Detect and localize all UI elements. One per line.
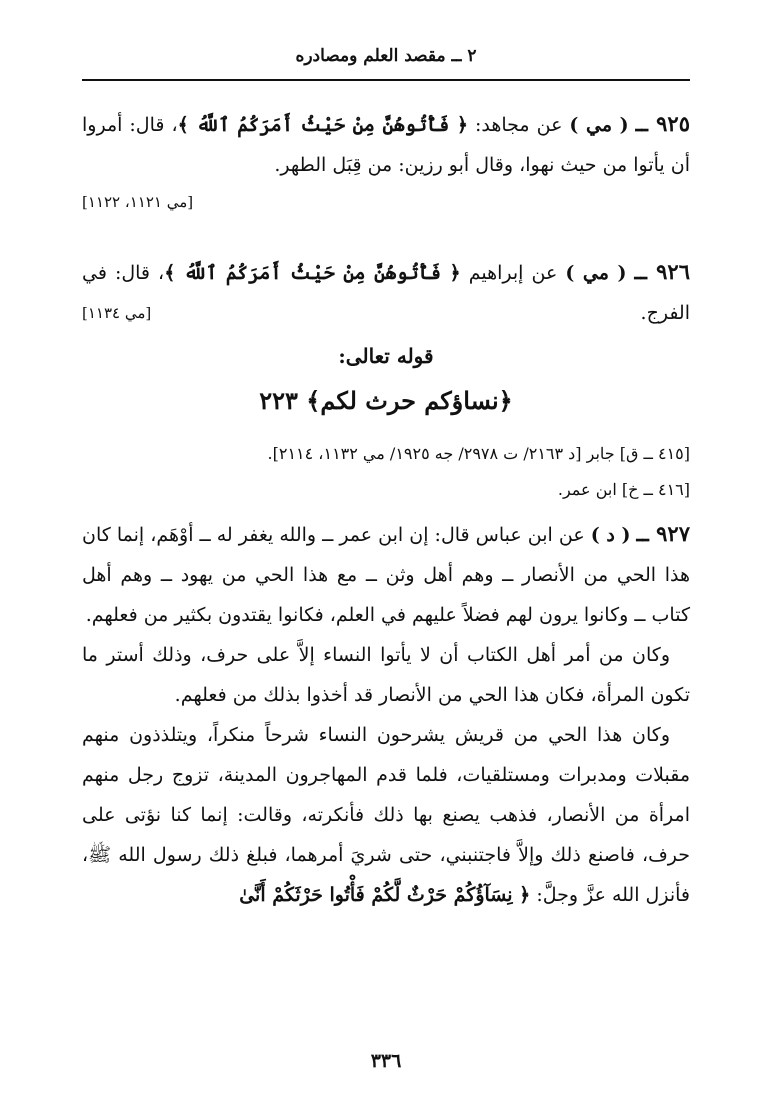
ref-line-415: [٤١٥ ــ ق] جابر [د ٢١٦٣/ ت ٢٩٧٨/ جه ١٩٢٥/ مي ١١٣٢، ٢١١٤]. [267,444,690,463]
section-label: قوله تعالى: [338,344,434,368]
hadith-925-source: ( مي ) [569,114,629,136]
page-number: ٣٣٦ [370,1050,402,1072]
hadith-926-after: ، قال: في الفرج. [82,262,690,324]
hadith-925-after: ، قال: أمروا أن يأتوا من حيث نهوا، وقال أبو رزين: من قِبَل الطهر. [82,114,690,176]
hadith-926-ref: [مي ١١٣٤] [82,304,152,322]
hadith-925-number: ٩٢٥ ــ [635,111,690,136]
hadith-927-source: ( د ) [590,524,631,546]
hadith-927 [82,514,690,915]
hadith-926-before: عن إبراهيم [468,262,558,284]
header-rule [82,79,690,81]
hadith-927-p3-text: وكان هذا الحي من قريش يشرحون النساء شرحاً منكراً، ويتلذذون منهم مقبلات ومدبرات ومستلقيات، فلما قدم المهاجرون المدينة، تزوج رجل منهم امرأة من الأنصار، فذهب يصنع بها ذلك فأنكرته، وقالت: إنما كنا نؤتى على حرف، فاصنع ذلك وإلاَّ فاجتنبني، حتى شريَ أمرهما، فبلغ ذلك رسول الله ﷺ، فأنزل الله عزَّ وجلَّ: [82,724,690,906]
hadith-927-p1 [82,514,690,635]
section-verse: ﴿نساؤكم حرث لكم﴾ ٢٢٣ [259,386,513,415]
hadith-927-quran: ﴿ نِسَآؤُكُمْ حَرْثٌ لَّكُمْ فَأْتُوا حَرْثَكُمْ أَنَّىٰ [239,884,531,906]
hadith-927-p1-text: عن ابن عباس قال: إن ابن عمر ــ والله يغفر له ــ أوْهَم، إنما كان هذا الحي من الأنصار ــ وهم أهل وثن ــ مع هذا الحي من يهود ــ وهم أهل كتاب ــ وكانوا يرون لهم فضلاً عليهم في العلم، فكانوا يقتدون بكثير من فعلهم. [82,524,690,626]
hadith-926 [82,252,690,333]
ref-line-416: [٤١٦ ــ خ] ابن عمر. [557,480,690,499]
hadith-926-source: ( مي ) [565,262,627,284]
hadith-927-number: ٩٢٧ ــ [636,521,690,546]
hadith-925-text [82,104,690,185]
hadith-926-number: ٩٢٦ ــ [634,259,690,284]
hadith-925-before: عن مجاهد: [474,114,563,136]
cross-references [82,436,690,508]
hadith-925-ref: [مي ١١٢١، ١١٢٢] [82,193,194,211]
hadith-926-text [82,252,690,333]
running-header: ٢ ــ مقصد العلم ومصادره [295,46,477,66]
hadith-926-quran: ﴿ فَأْتُوهُنَّ مِنْ حَيْثُ أَمَرَكُمُ ٱللَّهُ ﴾ [164,262,461,284]
hadith-925 [82,104,690,219]
hadith-927-p3 [82,715,690,915]
hadith-925-quran: ﴿ فَأْتُوهُنَّ مِنْ حَيْثُ أَمَرَكُمُ ٱللَّهُ ﴾ [177,114,468,136]
hadith-927-p2: وكان من أمر أهل الكتاب أن لا يأتوا النساء إلاَّ على حرف، وذلك أستر ما تكون المرأة، فكان هذا الحي من الأنصار قد أخذوا بذلك من فعلهم. [82,644,690,706]
